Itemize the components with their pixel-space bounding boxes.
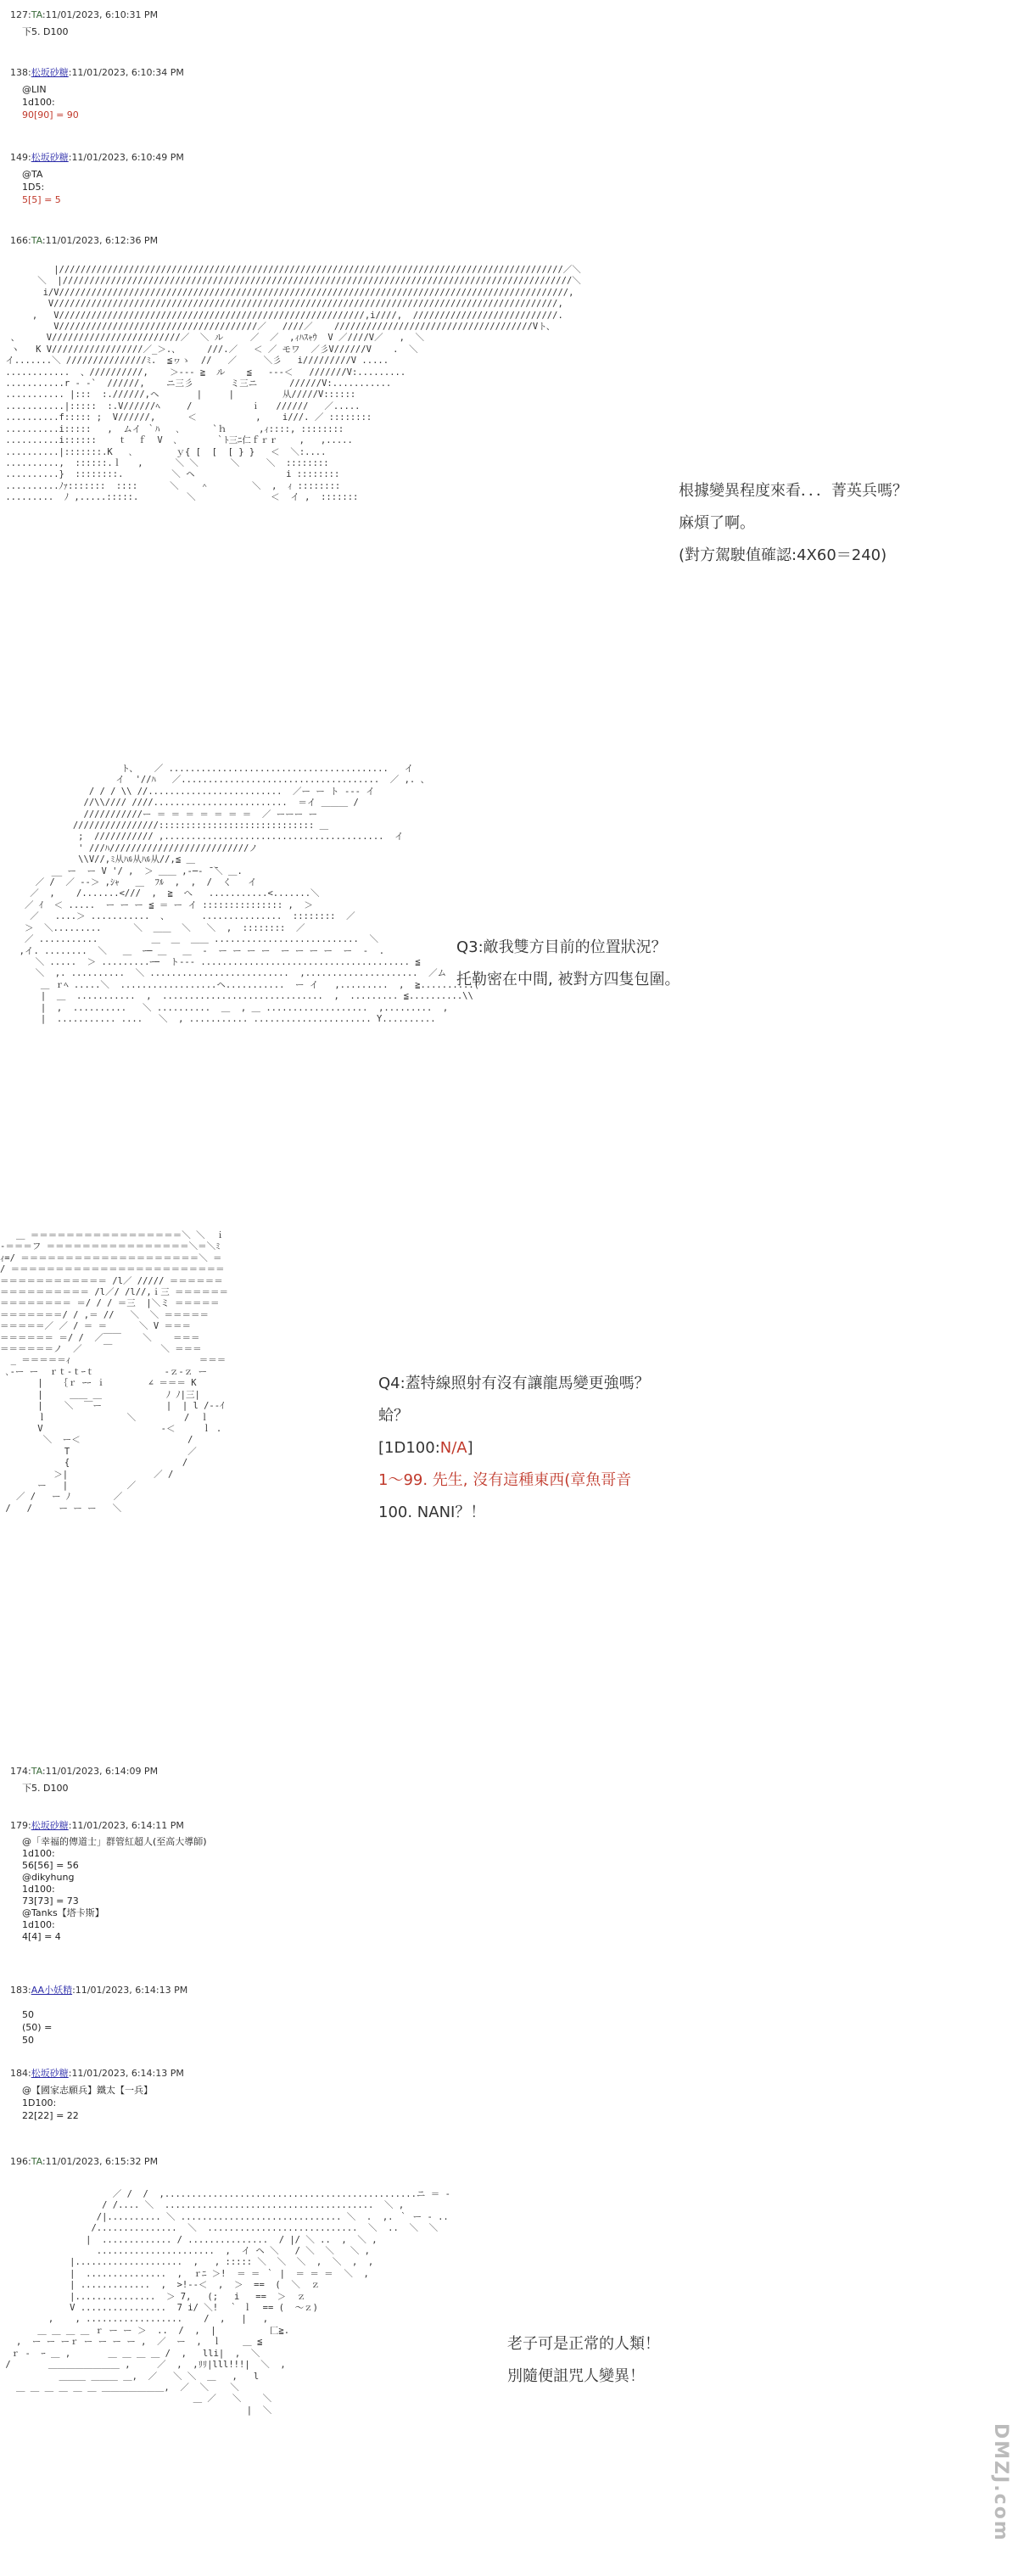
ascii-art-line: イ.......＼ ///////////////ﾐ. ≦ヮゝ // ／ ＼彡 i/////////V ..... [0, 356, 389, 367]
ascii-art-line: ＞ ＼......... ＼ ＿＿ ＼ ＼ , :::::::: ／ [8, 922, 305, 933]
ascii-art-character-4 [0, 2189, 517, 2562]
ascii-art-line: , V/////////////////////////////////////////////////////////,i////, ///////////////////////////. [0, 310, 563, 321]
ascii-art-line: / ＿＿＿＿＿＿＿＿ , ／ , ,ﾘﾘ|lll!!!| ＼ , [0, 2360, 286, 2371]
ascii-art-line: 、 V////////////////////////／ ＼ ル ／ ／ ,ｨﾊｽｬｳ V ／////V／ , ＼ [0, 333, 425, 344]
ascii-art-line: ＝＝＝＝＝＝＝＝ ＝/ / / ＝三 |＼ミ ＝＝＝＝＝ [0, 1298, 220, 1309]
dialogue-line: 麻煩了啊。 [679, 514, 755, 532]
ascii-art-robot-face [0, 265, 662, 740]
dialogue-line: Q4:蓋特線照射有沒有讓龍馬變更強嗎？ [378, 1375, 650, 1392]
ascii-art-line: V ................ 7 i/ ＼! ｀ ｌ == ( ～ｚ) [0, 2303, 318, 2314]
ascii-art-line: ..........} ::::::::. ＼ ヘ i :::::::: [0, 469, 340, 480]
post-timestamp: 11/01/2023, 6:14:11 PM [71, 1820, 184, 1831]
dialogue-line: 100. NANI？！ [378, 1504, 486, 1521]
ascii-art-line: / /.... ＼ ....................................... ＼ , [0, 2200, 405, 2211]
ascii-art-line: ＝＝＝＝＝＝＝/ / ,＝ // ＼ ＼ ＝＝＝＝＝ [0, 1309, 210, 1320]
ascii-art-line: ..........ﾉｧ::::::: :::: ＼ ＾ ＼ , ｨ :::::::: [0, 480, 341, 491]
dialogue-4 [507, 2328, 660, 2393]
ascii-art-line: | ........... .... ＼ , ........... ...................... Y.......... [8, 1013, 436, 1024]
post-line: 1d100: [22, 97, 55, 108]
ascii-art-line: V//////////////////////////////////////////////////////////////////////////////////////////////, [0, 299, 563, 310]
ascii-art-line: | ............. / ............... / |/ ＼ .. , ＼ , [0, 2234, 378, 2245]
ascii-art-line: , ー ー ーｒ ー ー ー ー , ／ ー , ｌ ＿ ≦ [0, 2337, 263, 2348]
post-line: @Tanks【塔卡斯】 [22, 1907, 104, 1918]
ascii-art-line: ＿＿＿ ＿＿＿ ＿, ／ ＼ ＼ ＿ , l [0, 2371, 260, 2382]
ascii-art-line: ＝＝＝＝＝＝ノ ／ ￣ ＼ ＝＝＝ [0, 1344, 202, 1355]
ascii-art-line: | ............... , ｒﾆ ＞! ＝ ＝ ｀ | ＝ ＝ ＝ ＼ , [0, 2268, 369, 2279]
ascii-art-line: \\V//,ﾐ从ﾊﾙ从ﾊﾙ从//,≦ ＿ [8, 854, 195, 865]
post-timestamp: 11/01/2023, 6:10:34 PM [71, 67, 184, 78]
post-author: TA [31, 2156, 42, 2167]
post-line: @「幸福的傳道士」群管紅超人(至高大導師) [22, 1836, 207, 1847]
dice-result: 5[5] = 5 [22, 194, 61, 205]
post-author: TA [31, 235, 42, 246]
post-timestamp: 11/01/2023, 6:14:13 PM [71, 2068, 184, 2079]
ascii-art-line: , , .................. / , | , [0, 2314, 269, 2325]
post-header: 183:AA小妖精:11/01/2023, 6:14:13 PM [10, 1985, 188, 1996]
ascii-art-line: / / / \\ //......................... ／ー ー ト --- イ [8, 786, 375, 797]
post-body [10, 1782, 1003, 1795]
post-timestamp: 11/01/2023, 6:10:49 PM [71, 152, 184, 163]
dialogue-1 [679, 475, 908, 572]
post-header: 196:TA:11/01/2023, 6:15:32 PM [10, 2156, 159, 2167]
post-174 [10, 1765, 1003, 1795]
post-149 [10, 151, 1003, 206]
post-timestamp: 11/01/2023, 6:15:32 PM [45, 2156, 159, 2167]
ascii-art-line: ; /////////// ,......................................... イ [8, 832, 404, 843]
ascii-art-line: i/V///////////////////////////////////////////////////////////////////////////////////////////////, [0, 287, 574, 298]
post-138 [10, 66, 1003, 121]
ascii-art-line: ..........i::::: , ムイ ｀ﾊ ､ `ｈ ,ｨ::::, :::::::: [0, 423, 344, 434]
ascii-art-line: ＼ ,. .......... ＼ .......................... ,..................... ／ム [8, 968, 447, 979]
post-number: 174 [10, 1766, 28, 1777]
post-184 [10, 2067, 1003, 2122]
ascii-art-line: V/////////////////////////////////////／ ////／ /////////////////////////////////////Vト、 [0, 322, 556, 333]
post-line: 50 [22, 2009, 34, 2020]
post-line: @TA [22, 169, 43, 180]
ascii-art-line: ＿ ＿ ＿ ＿ ＿ ＿ ＿＿＿＿＿＿＿, ／ ＼ ＼ [0, 2382, 239, 2393]
ascii-art-line: ＿ ＿ ＿ ＿ ｒ ー ー ＞ .. / , | 匚≧. [0, 2325, 290, 2336]
ascii-art-line: ／ / / ,...............................................ニ ＝ - [0, 2189, 450, 2199]
post-header: 184:松坂砂糖:11/01/2023, 6:14:13 PM [10, 2068, 184, 2079]
post-body [10, 2008, 1003, 2047]
ascii-art-line: -＝＝＝フ ＝＝＝＝＝＝＝＝＝＝＝＝＝＝＝＝＼＝＼ﾐ [0, 1241, 221, 1252]
ascii-art-line: | ＼ [0, 2405, 272, 2416]
post-author-link[interactable]: 松坂砂糖 [31, 1820, 69, 1831]
ascii-art-line: ///////////ー ＝ ＝ ＝ ＝ ＝ ＝ ＝ ／ ーーー ー [8, 809, 318, 820]
ascii-art-line: ｨ=/ ＝＝＝＝＝＝＝＝＝＝＝＝＝＝＝＝＝＝＝＝＼ ＝ [0, 1252, 222, 1263]
ascii-art-line: | ＿＿ ＿ ﾉ ﾉ|三| [0, 1389, 200, 1400]
ascii-art-line: ＝＝＝＝＝＝＝＝＝＝＝＝ /l／ ///// ＝＝＝＝＝＝ [0, 1275, 223, 1286]
ascii-art-line: ＼ |///////////////////////////////////////////////////////////////////////////////////////////////＼ [0, 276, 581, 287]
ascii-art-line: ＝＝＝＝＝＝＝＝＝＝ /l／/ /l//,ｉ三 ＝＝＝＝＝＝ [0, 1287, 229, 1298]
ascii-art-line: ......... ﾉ ,.....:::::. ＼ ＜ イ , ::::::: [0, 492, 359, 503]
ascii-art-line: ..........f::::: ; V//////, ＜ , i///. ／ :::::::: [0, 412, 372, 423]
post-line: @dikyhung [22, 1872, 75, 1883]
ascii-art-line: ＝＝＝＝＝＝ ＝/ / ／￣￣ ＼ ＝＝＝ [0, 1332, 200, 1343]
ascii-art-line: ...........r - -` //////, ニ三彡 ミ三ニ //////V:........... [0, 378, 392, 389]
ascii-art-line: イ '//ﾊ ／..................................... ／ ,. 、 [8, 775, 430, 786]
ascii-art-character-3 [0, 1230, 339, 1735]
ascii-art-line: ...........|::::: :.V//////ﾍ / ｉ ////// ／..... [0, 400, 361, 412]
ascii-art-line: .........., ::::::.ｌ , ＼ ＼ ＼ ＼ :::::::: [0, 457, 329, 468]
ascii-art-line: ､-ー ー ｒｔ-ｔｰｔ -ｚ-ｚ ー [0, 1366, 208, 1377]
ascii-art-line: ー | ／ [0, 1480, 137, 1491]
dialogue-line: 根據變異程度來看．．．菁英兵嗎？ [679, 482, 908, 500]
post-header: 127:TA:11/01/2023, 6:10:31 PM [10, 9, 159, 20]
ascii-art-line: /|.......... ＼ .............................. ＼ . ,. ｀ ー - .. [0, 2211, 449, 2222]
ascii-art-line: __ ー ー V '/ , ＞ ＿＿ ,-─‐ ̄ ̄＼ ＿. [8, 865, 243, 876]
ascii-art-line: ＞| ／ / [0, 1469, 174, 1480]
ascii-art-line: ヽ K V/////////////////／_＞.、 ///.／ ＜ ／ モワ ／彡V//////V . ＼ [0, 344, 418, 355]
dialogue-line: 1～99. 先生, 沒有這種東西(章魚哥音 [378, 1471, 632, 1489]
ascii-art-line: ／ / ／ --＞ ,ｼｬ ＿ ﾌﾙ , , / く イ [8, 877, 257, 888]
ascii-art-line: ...................... , イ ヘ ＼ / ＼ ＼ ＼ , [0, 2246, 370, 2257]
post-183 [10, 1984, 1003, 2047]
post-body [10, 25, 1003, 38]
post-header: 149:松坂砂糖:11/01/2023, 6:10:49 PM [10, 152, 184, 163]
dialogue-2 [456, 932, 680, 996]
ascii-art-line: ＿ ／ ＼ ＼ [0, 2394, 272, 2405]
post-timestamp: 11/01/2023, 6:14:13 PM [75, 1985, 188, 1996]
ascii-art-line: | , .......... ＼ .......... ＿ , ＿ ................... ,......... , [8, 1002, 449, 1013]
post-header: 138:松坂砂糖:11/01/2023, 6:10:34 PM [10, 67, 184, 78]
post-body [10, 83, 1003, 121]
ascii-art-line: ............ 、//////////, ＞--- ≧ ル ≦ ---＜ ///////V:......... [0, 367, 406, 378]
post-line: @【國家志願兵】鐵太【一兵】 [22, 2085, 153, 2096]
post-line: 1d100: [22, 1884, 55, 1895]
ascii-art-line: ＿ ＝＝＝＝＝＝＝＝＝＝＝＝＝＝＝＝＝＼ ＼ ｉ [0, 1230, 225, 1240]
ascii-art-line: ..........|:::::::.K ､ ｙ{ [ [ [ } } ＜ ＼:.... [0, 446, 327, 457]
post-number: 196 [10, 2156, 28, 2167]
ascii-art-line: | ＿ ........... , .............................. , ......... ≦..........\\ [8, 991, 473, 1002]
post-166 [10, 234, 1003, 247]
ascii-art-line: //\\//// ////......................... ＝イ ＿＿＿ / [8, 798, 359, 809]
ascii-art-line: ／ , /.......</// , ≧ へ ...........<.......＼ [8, 888, 320, 899]
post-header: 166:TA:11/01/2023, 6:12:36 PM [10, 235, 159, 246]
post-body [10, 168, 1003, 206]
ascii-art-line: ,イ. ........ ＼ ＿ ｰ─ ＿ ＿ ‐ ー ー ー ー ー ー ー ー ー - . [8, 945, 385, 956]
ascii-art-line: ／ ........... ＿ ＿ ＿＿ ........................... ＼ [8, 934, 378, 945]
ascii-art-line: ／ / ー ﾉ ／ [0, 1492, 123, 1503]
post-line: 1D5: [22, 182, 45, 193]
dialogue-line: (對方駕駛值確認:4X60＝240) [679, 546, 887, 564]
post-author: TA [31, 1766, 42, 1777]
ascii-art-line: ＼ ..... ＞ .........ｰ─ ト--- ....................................... ≦ [8, 956, 421, 967]
post-body [10, 1836, 1003, 1943]
ascii-art-line: ＿ ｒﾍ .....＼ ..................ヘ........... ー イ ,......... , ≧..........( [8, 979, 480, 990]
ascii-art-line: { / [0, 1458, 188, 1469]
post-line: 4[4] = 4 [22, 1931, 61, 1942]
post-line: 73[73] = 73 [22, 1896, 79, 1907]
post-body [10, 2084, 1003, 2122]
post-line: @LIN [22, 84, 47, 95]
dialogue-3 [378, 1368, 650, 1529]
post-line: 下5. D100 [22, 1783, 69, 1794]
ascii-art-line: |.................... , , ::::: ＼ ＼ ＼ , ＼ , , [0, 2257, 374, 2268]
post-number: 184 [10, 2068, 28, 2079]
post-author-link[interactable]: 松坂砂糖 [31, 152, 69, 163]
post-timestamp: 11/01/2023, 6:10:31 PM [45, 9, 159, 20]
post-line: 50 [22, 2035, 34, 2046]
post-line: 56[56] = 56 [22, 1860, 79, 1871]
ascii-art-line: /............... ＼ ............................ ＼ .. ＼ ＼ [0, 2223, 439, 2234]
post-line: 1d100: [22, 1848, 55, 1859]
post-author-link[interactable]: 松坂砂糖 [31, 2068, 69, 2079]
ascii-art-line: | ＼ ￣ー | | l /--ｲ [0, 1401, 225, 1412]
ascii-art-line: _ ＝＝＝＝＝ｨ ＝＝＝ [0, 1355, 227, 1366]
ascii-art-line: ＝＝＝＝＝／ ／ / ＝ ＝ ＼ V ＝＝＝ [0, 1321, 192, 1332]
dialogue-line: 別隨便詛咒人變異！ [507, 2367, 645, 2385]
post-number: 166 [10, 235, 28, 246]
dice-result: 90[90] = 90 [22, 109, 79, 120]
dialogue-line: [1D100:N/A] [378, 1439, 473, 1457]
ascii-art-line: |............... ＞ 7, (; i == ＞ ｚ [0, 2291, 306, 2302]
ascii-art-line: | ｛ｒ ｰｰ ｉ ∠ ＝＝＝ K [0, 1378, 197, 1389]
ascii-art-character-2 [8, 764, 492, 1205]
dialogue-line: 老子可是正常的人類！ [507, 2335, 660, 2353]
ascii-art-line: ト、 ／ ......................................... イ [8, 764, 414, 774]
ascii-art-line: T ／ [0, 1446, 197, 1457]
ascii-art-line: ........... |::: :.//////,ヘ | | 从/////V:::::: [0, 389, 356, 400]
roll-na: N/A [439, 1439, 467, 1457]
ascii-art-line: ｒ - ｰ ＿ , ＿ ＿ ＿ ＿ / , lli| , ＼ [0, 2348, 260, 2359]
post-header: 179:松坂砂糖:11/01/2023, 6:14:11 PM [10, 1820, 184, 1831]
ascii-art-line: V -＜ ｌ . [0, 1423, 222, 1434]
post-196 [10, 2155, 1003, 2168]
post-line: (50) = [22, 2022, 53, 2033]
post-author-link[interactable]: 松坂砂糖 [31, 67, 69, 78]
ascii-art-line: / ＝＝＝＝＝＝＝＝＝＝＝＝＝＝＝＝＝＝＝＝＝＝＝＝ [0, 1264, 225, 1275]
ascii-art-line: |//////////////////////////////////////////////////////////////////////////////////////////////／＼ [0, 265, 581, 275]
ascii-art-line: ／ ｲ ＜ ..... ー ー ー ≦ ＝ ー イ ::::::::::::::: , ＞ [8, 899, 313, 910]
ascii-art-line: ／ ....＞ ........... 、 ............... :::::::: ／ [8, 911, 355, 922]
post-line: 1D100: [22, 2097, 57, 2108]
post-author: TA [31, 9, 42, 20]
ascii-art-line: ////////////////::::::::::::::::::::::::::::: ＿ [8, 820, 329, 832]
ascii-art-line: ｌ ＼ / ｌ [0, 1412, 210, 1423]
ascii-art-line: ＼ ー＜ / [0, 1435, 193, 1446]
dialogue-line: 托勒密在中間, 被對方四隻包圍。 [456, 971, 680, 988]
post-timestamp: 11/01/2023, 6:14:09 PM [45, 1766, 159, 1777]
post-number: 127 [10, 9, 28, 20]
ascii-art-line: ..........i:::::: ｔ ｆ V ､ ｀ﾄ三ﾆ仁ｆｒｒ , ,..... [0, 435, 353, 446]
post-timestamp: 11/01/2023, 6:12:36 PM [45, 235, 159, 246]
post-author-link[interactable]: AA小妖精 [31, 1985, 73, 1996]
post-number: 149 [10, 152, 28, 163]
post-number: 183 [10, 1985, 28, 1996]
ascii-art-line: / / ー ー ー ＼ [0, 1503, 122, 1514]
post-line: 1d100: [22, 1919, 55, 1930]
dialogue-line: 蛤？ [378, 1407, 409, 1425]
post-127 [10, 8, 1003, 38]
dialogue-line: Q3:敵我雙方目前的位置狀況？ [456, 938, 667, 956]
post-header: 174:TA:11/01/2023, 6:14:09 PM [10, 1766, 159, 1777]
post-179 [10, 1819, 1003, 1943]
post-number: 138 [10, 67, 28, 78]
post-line: 下5. D100 [22, 26, 69, 37]
ascii-art-line: ' ///ﾊ//////////////////////////ノ [8, 843, 258, 854]
post-line: 22[22] = 22 [22, 2110, 79, 2121]
post-number: 179 [10, 1820, 28, 1831]
site-watermark: DMZJ.com [990, 2423, 1011, 2542]
ascii-art-line: | ............. , >!--＜ , ＞ == ( ＼ ｚ [0, 2280, 321, 2291]
